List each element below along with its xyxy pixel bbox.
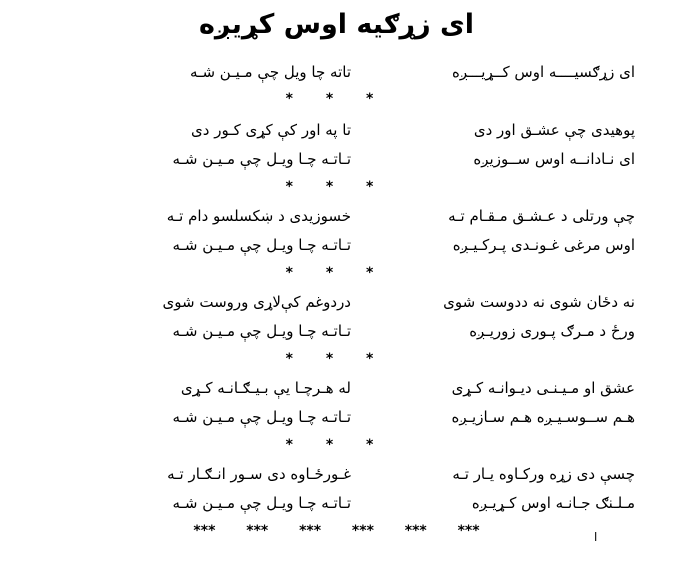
first-hemistich: پوهیدی چې عشـق اور دی (473, 121, 635, 139)
poem-line (0, 145, 673, 174)
stanza-separator: * * * (285, 351, 388, 367)
first-hemistich: ای زړګسیــــه اوس کــړیـــږه (451, 63, 635, 81)
poem-line (0, 403, 673, 432)
stanza (0, 460, 673, 518)
poem-line (0, 231, 673, 260)
poem-line (0, 489, 673, 518)
poem-line (0, 58, 673, 87)
second-hemistich: تا په اور کې کړی کـور دی (191, 121, 351, 139)
second-hemistich: تـاتـه چـا ویـل چې مـیـن شـه (172, 236, 351, 254)
stray-mark: ا (594, 530, 598, 544)
second-hemistich: تـاتـه چـا ویـل چې مـیـن شـه (172, 408, 351, 426)
stanza-separator: * * * (285, 437, 388, 453)
second-hemistich: خسوزیدی د ښکسلسو دام تـه (166, 207, 351, 225)
first-hemistich: هـم ســوسـیـږه هـم سـازیـږه (451, 408, 635, 426)
first-hemistich: ای نـادانــه اوس ســوزیږه (473, 150, 635, 168)
stanza (0, 374, 673, 432)
poem-line (0, 116, 673, 145)
second-hemistich: له هـرچـا یې بـیـګـانـه کـړی (180, 379, 351, 397)
stanza (0, 202, 673, 260)
poem-line (0, 460, 673, 489)
second-hemistich: تاته چا ویل چې مـیـن شـه (190, 63, 351, 81)
stanza-separator: * * * (285, 265, 388, 281)
second-hemistich: دردوغم کې‌لاړی وروست شوی (162, 293, 351, 311)
stanza (0, 288, 673, 346)
first-hemistich: نه دځان شوی نه ددوست شوی (443, 293, 635, 311)
first-hemistich: عشق او مـیـنـی دیـوانـه کـړی (451, 379, 635, 397)
stanza (0, 116, 673, 174)
second-hemistich: تـاتـه چـا ویـل چې مـیـن شـه (172, 322, 351, 340)
poem-title: ای زړګیه اوس کړیږه (198, 9, 475, 40)
first-hemistich: چې ورتلی د عـشـق مـقـام تـه (448, 207, 635, 225)
poem-line (0, 202, 673, 231)
poem-line (0, 288, 673, 317)
second-hemistich: غـورځـاوه دی سـور انـګـار تـه (167, 465, 351, 483)
first-hemistich: ورځ د مـرګ پـوری زوریـږه (469, 322, 635, 340)
poem-line (0, 374, 673, 403)
stanza-separator: * * * (285, 179, 388, 195)
first-hemistich: چسې دی زړه ورکـاوه یـار تـه (452, 465, 635, 483)
stanza-separator: * * * (285, 91, 388, 107)
first-hemistich: اوس مرغی غـونـدی پـرکـیـږه (452, 236, 635, 254)
stanza (0, 58, 673, 87)
end-separator: *** *** *** *** *** *** (193, 523, 480, 539)
second-hemistich: تـاتـه چـا ویـل چې مـیـن شـه (172, 150, 351, 168)
first-hemistich: مـلـنګ جـانـه اوس کـړیـږه (471, 494, 635, 512)
poem-line (0, 317, 673, 346)
second-hemistich: تـاتـه چـا ویـل چې مـیـن شـه (172, 494, 351, 512)
